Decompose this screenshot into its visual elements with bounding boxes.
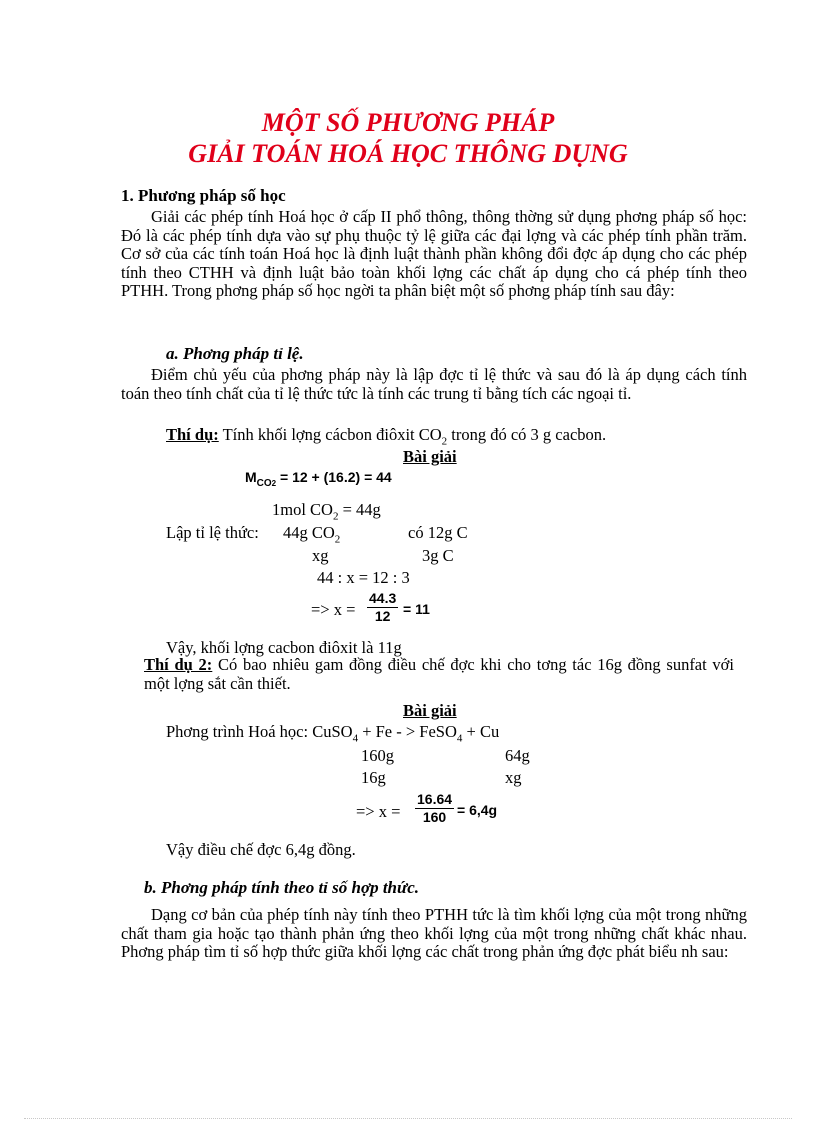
ratio-r1c1-a: 44g CO <box>283 523 335 542</box>
result-1-denominator: 12 <box>374 608 391 624</box>
solution-2-heading: Bài giải <box>403 701 457 720</box>
example-1-text-end: trong đó có 3 g cacbon. <box>447 425 607 444</box>
example-2-label: Thí dụ 2: <box>144 655 213 674</box>
mol-line-b: = 44g <box>338 500 381 519</box>
equation-line <box>166 722 499 744</box>
section-1-heading: 1. Phương pháp số học <box>121 186 286 205</box>
section-a-paragraph: Điểm chủ yếu của phơng pháp này là lập đợc tỉ lệ thức và sau đó là áp dụng cách tính toán theo tính chất của tỉ lệ thức tức là tính các trung tỉ bằng tích các ngoại tỉ. <box>121 365 747 403</box>
ex2-r1c1: 160g <box>361 746 394 765</box>
result-2-rhs: = 6,4g <box>457 802 498 818</box>
result-1-rhs: = 11 <box>403 601 430 617</box>
proportion: 44 : x = 12 : 3 <box>317 568 410 587</box>
result-2-denominator: 160 <box>422 809 447 825</box>
mol-line-sub: 2 <box>332 510 339 523</box>
ex2-r1c2: 64g <box>505 746 530 765</box>
ratio-r2c2: 3g C <box>422 546 454 565</box>
result-1-numerator: 44.3 <box>369 590 397 606</box>
example-1-text: Tính khối lợng cácbon điôxit CO <box>218 425 442 444</box>
example-1-line <box>166 425 606 447</box>
equation-b: + Fe - > FeSO <box>358 722 457 741</box>
example-2-text: Có bao nhiêu gam đồng điều chế đợc khi cho tơng tác 16g đồng sunfat với một lợng sắt cần thiết. <box>144 655 734 693</box>
section-b-paragraph: Dạng cơ bản của phép tính này tính theo PTHH tức là tìm khối lợng của một trong những chất tham gia hoặc tạo thành phản ứng theo khối lợng của một trong những chất khác nhau. Phơng pháp tìm tỉ số hợp thức giữa khối lợng các chất trong phản ứng đợc phát biểu nh sau: <box>121 905 747 961</box>
mol-line <box>272 500 381 522</box>
result-2-prefix: => x = <box>356 802 401 821</box>
ratio-r1c1-sub: 2 <box>334 533 341 546</box>
equation-sub-1: 4 <box>352 732 359 745</box>
ex2-r2c2: xg <box>505 768 522 787</box>
molar-mass-formula <box>245 469 392 489</box>
conclusion-1: Vậy, khối lợng cacbon điôxit là 11g <box>166 638 402 657</box>
conclusion-2: Vậy điều chế đợc 6,4g đồng. <box>166 840 356 859</box>
ex2-r2c1: 16g <box>361 768 386 787</box>
molar-lhs: M <box>245 469 257 485</box>
section-a-heading: a. Phơng pháp tỉ lệ. <box>166 344 304 363</box>
equation-a: Phơng trình Hoá học: CuSO <box>166 722 353 741</box>
title-line-1: MỘT SỐ PHƯƠNG PHÁP <box>261 108 555 137</box>
equation-c: + Cu <box>462 722 500 741</box>
molar-sub-2: 2 <box>271 478 277 488</box>
title-line-2: GIẢI TOÁN HOÁ HỌC THÔNG DỤNG <box>188 139 628 168</box>
section-b-heading: b. Phơng pháp tính theo tỉ số hợp thức. <box>144 878 419 897</box>
example-1-sub: 2 <box>441 435 448 448</box>
example-1-label: Thí dụ: <box>166 425 219 444</box>
ratio-r1c1 <box>283 523 340 545</box>
result-2-fraction <box>415 791 454 826</box>
solution-1-heading: Bài giải <box>403 447 457 466</box>
molar-sub: CO <box>256 477 272 489</box>
page-bottom-divider <box>24 1118 792 1119</box>
example-2-paragraph <box>144 656 734 693</box>
ratio-r2c1: xg <box>312 546 329 565</box>
result-2-numerator: 16.64 <box>417 791 453 807</box>
molar-rhs: = 12 + (16.2) = 44 <box>276 469 392 485</box>
equation-sub-2: 4 <box>456 732 463 745</box>
ratio-label: Lập tỉ lệ thức: <box>166 523 259 542</box>
result-1-prefix: => x = <box>311 600 356 619</box>
mol-line-a: 1mol CO <box>272 500 333 519</box>
section-1-paragraph: Giải các phép tính Hoá học ở cấp II phổ thông, thông thờng sử dụng phơng pháp số học: Đó là các phép tính dựa vào sự phụ thuộc tỷ lệ giữa các đại lợng và các phép tính phần trăm. Cơ sở của các tính toán Hoá học là định luật thành phần không đổi đợc áp dụng cho các phép tính theo CTHH và định luật bảo toàn khối lợng các chất áp dụng cho cá phép tính theo PTHH. Trong phơng pháp số học ngời ta phân biệt một số phơng pháp tính sau đây: <box>121 207 747 300</box>
ratio-r1c2: có 12g C <box>408 523 468 542</box>
result-1-fraction <box>367 590 398 625</box>
